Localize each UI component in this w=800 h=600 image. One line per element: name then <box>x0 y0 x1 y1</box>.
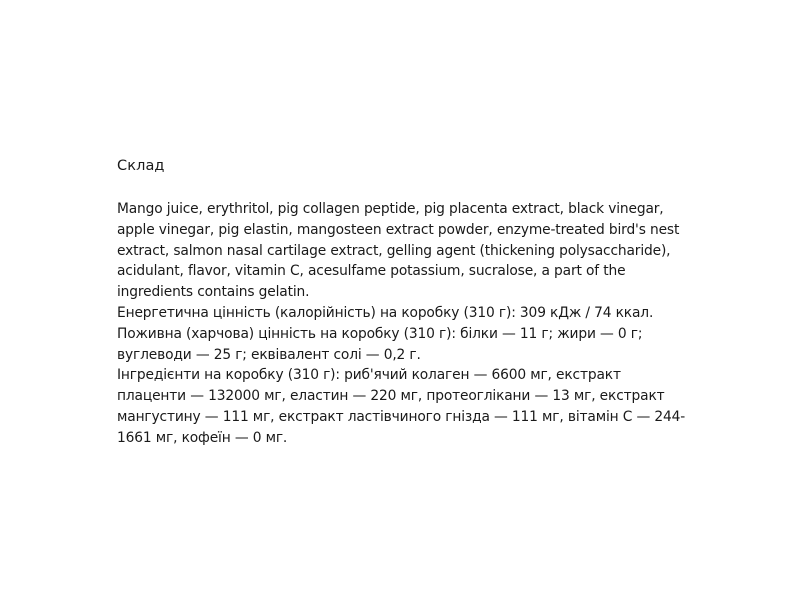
energy-value-paragraph: Енергетична цінність (калорійність) на коробку (310 г): 309 кДж / 74 ккал. <box>117 304 654 321</box>
composition-text <box>117 199 692 449</box>
nutrition-value-paragraph: Поживна (харчова) цінність на коробку (310 г): білки — 11 г; жири — 0 г; вуглеводи — 25 г; еквівалент солі — 0,2 г. <box>117 325 643 363</box>
composition-section <box>117 155 692 449</box>
ingredients-paragraph: Mango juice, erythritol, pig collagen peptide, pig placenta extract, black vinegar, apple vinegar, pig elastin, mangosteen extract powder, enzyme-treated bird's nest extract, salmon nasal cartilage extract, gelling agent (thickening polysaccharide), acidulant, flavor, vitamin C, acesulfame potassium, sucralose, a part of the ingredients contains gelatin. <box>117 201 680 301</box>
ingredients-per-box-paragraph: Інгредієнти на коробку (310 г): риб'ячий колаген — 6600 мг, екстракт плаценти — 132000 мг, еластин — 220 мг, протеоглікани — 13 мг, екстракт мангустину — 111 мг, екстракт ластівчиного гнізда — 111 мг, вітамін С — 244-1661 мг, кофеїн — 0 мг. <box>117 367 686 446</box>
section-title: Склад <box>117 158 165 174</box>
